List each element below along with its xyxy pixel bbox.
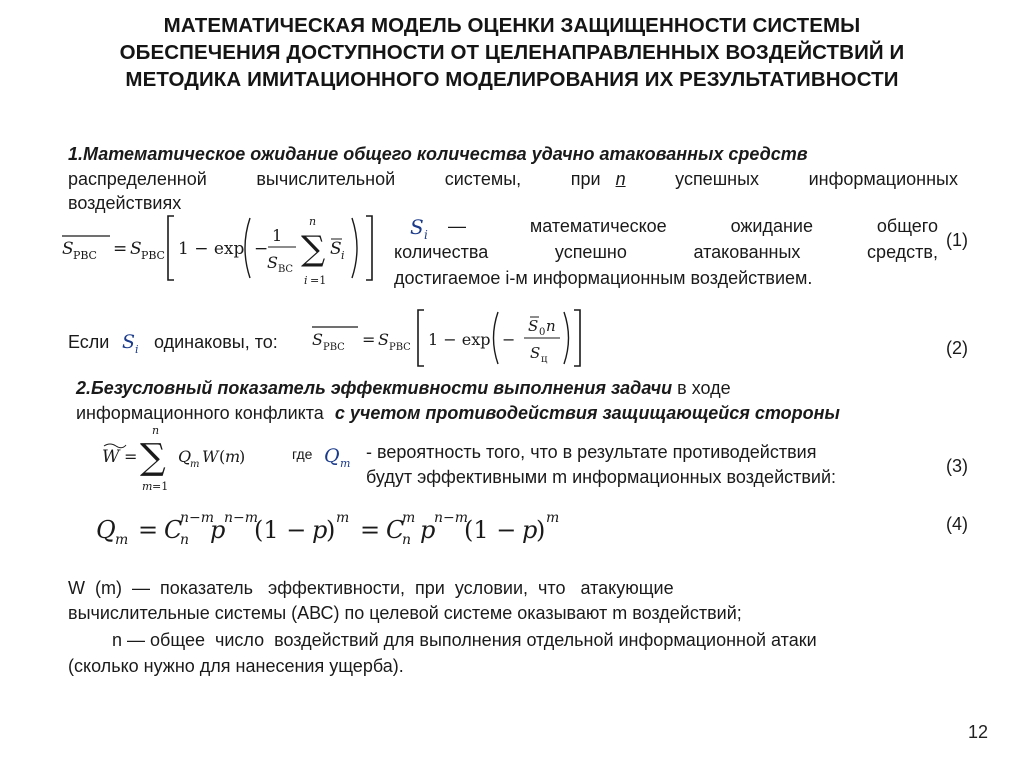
svg-text:S: S bbox=[122, 331, 136, 353]
note-w-line-1: W (m) — показатель эффективности, при условии, что атакующие bbox=[68, 578, 674, 598]
svg-text:РВС: РВС bbox=[141, 249, 165, 262]
svg-text:Q: Q bbox=[178, 447, 192, 466]
svg-text:РВС: РВС bbox=[389, 342, 411, 353]
section1-line2 bbox=[68, 167, 958, 191]
svg-text:1 − exp: 1 − exp bbox=[178, 239, 245, 259]
svg-text:p: p bbox=[312, 516, 328, 544]
svg-text:−: − bbox=[254, 239, 269, 259]
equation-4 bbox=[94, 504, 594, 552]
symbol-s-i bbox=[408, 210, 442, 242]
eq1-number: (1) bbox=[946, 230, 968, 250]
symbol-q-m bbox=[322, 438, 362, 470]
s1-desc-3: достигаемое i-м информационным воздействием. bbox=[394, 268, 813, 288]
svg-text:m: m bbox=[142, 480, 153, 493]
s1-word-c: системы, bbox=[444, 169, 522, 189]
s1-word-d: при bbox=[570, 169, 601, 189]
svg-text:1 − exp: 1 − exp bbox=[428, 330, 491, 349]
same-label: одинаковы, то: bbox=[154, 332, 278, 352]
svg-text:C: C bbox=[386, 516, 405, 544]
svg-text:Q: Q bbox=[96, 516, 116, 544]
note-n-line-2: (сколько нужно для нанесения ущерба). bbox=[68, 656, 404, 676]
note-w-line-2: вычислительные системы (АВС) по целевой системе оказывают m воздействий; bbox=[68, 603, 742, 623]
svg-text:m: m bbox=[225, 447, 241, 466]
svg-text:n: n bbox=[402, 532, 412, 548]
svg-text:Q: Q bbox=[324, 445, 340, 467]
svg-text:=: = bbox=[360, 516, 381, 544]
svg-text:n: n bbox=[180, 532, 190, 548]
title-line-3: МЕТОДИКА ИМИТАЦИОННОГО МОДЕЛИРОВАНИЯ ИХ РЕЗУЛЬТАТИВНОСТИ bbox=[125, 68, 899, 91]
svg-text:РВС: РВС bbox=[323, 342, 345, 353]
svg-text:=: = bbox=[362, 330, 376, 349]
svg-text:−: − bbox=[502, 330, 516, 349]
svg-text:i: i bbox=[135, 343, 139, 356]
svg-text:m: m bbox=[546, 510, 560, 526]
svg-text:p: p bbox=[420, 516, 436, 544]
page-number: 12 bbox=[968, 722, 989, 742]
svg-text:m: m bbox=[190, 459, 200, 470]
svg-text:=1: =1 bbox=[152, 480, 169, 493]
svg-text:=1: =1 bbox=[310, 274, 327, 287]
eq2-number: (2) bbox=[946, 338, 968, 358]
svg-text:S: S bbox=[62, 239, 74, 259]
section2-line2 bbox=[76, 401, 840, 425]
if-label: Если bbox=[68, 332, 110, 352]
section2-heading bbox=[76, 376, 731, 400]
svg-text:S: S bbox=[312, 330, 323, 349]
section2-heading-b: в ходе bbox=[677, 378, 731, 398]
title-line-1: МАТЕМАТИЧЕСКАЯ МОДЕЛЬ ОЦЕНКИ ЗАЩИЩЕННОСТИ СИСТЕМЫ bbox=[163, 14, 861, 37]
s1-desc-1: — математическое ожидание общего bbox=[448, 216, 938, 236]
svg-text:РВС: РВС bbox=[73, 249, 97, 262]
svg-text:n: n bbox=[309, 215, 317, 228]
section2-line2-b: с учетом противодействия защищающейся стороны bbox=[334, 403, 840, 423]
section2-line2-a: информационного конфликта bbox=[76, 403, 324, 423]
section1-heading: 1.Математическое ожидание общего количества удачно атакованных средств bbox=[68, 144, 808, 164]
svg-text:(: ( bbox=[219, 447, 226, 466]
svg-text:i: i bbox=[424, 228, 428, 242]
svg-text:): ) bbox=[536, 516, 546, 544]
svg-text:m: m bbox=[115, 532, 129, 548]
note-n-line-1: n — общее число воздействий для выполнения отдельной информационной атаки bbox=[112, 630, 817, 650]
svg-text:i: i bbox=[341, 249, 345, 262]
svg-text:n−m: n−m bbox=[434, 510, 469, 526]
equation-1 bbox=[60, 210, 390, 288]
svg-text:W: W bbox=[202, 447, 219, 466]
s1-word-a: распределенной bbox=[68, 169, 207, 189]
svg-text:S: S bbox=[410, 215, 424, 239]
eq4-number: (4) bbox=[946, 514, 968, 534]
svg-text:=: = bbox=[113, 239, 128, 259]
svg-text:m: m bbox=[336, 510, 350, 526]
svg-text:m: m bbox=[402, 510, 416, 526]
s1-desc-2: количества успешно атакованных средств, bbox=[394, 242, 938, 262]
equation-2 bbox=[310, 306, 590, 372]
svg-text:S: S bbox=[267, 253, 278, 272]
svg-text:): ) bbox=[239, 447, 246, 466]
svg-text:): ) bbox=[326, 516, 336, 544]
slide-title bbox=[20, 12, 1004, 93]
svg-text:S: S bbox=[528, 317, 539, 335]
svg-text:p: p bbox=[210, 516, 226, 544]
svg-text:=: = bbox=[124, 447, 138, 466]
svg-text:i: i bbox=[304, 274, 308, 287]
svg-text:C: C bbox=[164, 516, 183, 544]
s1-word-f: информационных bbox=[808, 169, 958, 189]
equation-3 bbox=[100, 424, 270, 494]
svg-text:p: p bbox=[522, 516, 538, 544]
svg-text:S: S bbox=[530, 344, 541, 362]
eq3-number: (3) bbox=[946, 456, 968, 476]
s2-desc-1: - вероятность того, что в результате противодействия bbox=[366, 442, 817, 462]
title-line-2: ОБЕСПЕЧЕНИЯ ДОСТУПНОСТИ ОТ ЦЕЛЕНАПРАВЛЕННЫХ ВОЗДЕЙСТВИЙ И bbox=[119, 41, 905, 64]
svg-text:W: W bbox=[102, 447, 120, 467]
s1-word-e: успешных bbox=[675, 169, 760, 189]
s2-desc-2: будут эффективными m информационных воздействий: bbox=[366, 467, 837, 487]
svg-text:=: = bbox=[138, 516, 159, 544]
svg-text:S: S bbox=[130, 239, 142, 259]
svg-text:S: S bbox=[330, 239, 342, 259]
svg-text:(1 −: (1 − bbox=[464, 516, 517, 544]
s1-word-n: n bbox=[615, 169, 626, 189]
svg-text:(1 −: (1 − bbox=[254, 516, 307, 544]
svg-text:n: n bbox=[152, 424, 160, 437]
svg-text:ВС: ВС bbox=[278, 264, 293, 275]
symbol-s-i-2 bbox=[120, 326, 150, 356]
svg-text:n−m: n−m bbox=[224, 510, 259, 526]
s1-word-b: вычислительной bbox=[256, 169, 396, 189]
section2-heading-a: 2.Безусловный показатель эффективности выполнения задачи bbox=[76, 378, 673, 398]
svg-text:ц: ц bbox=[541, 354, 548, 365]
where-label: где bbox=[292, 446, 313, 462]
svg-text:∑: ∑ bbox=[140, 437, 166, 478]
section1-line3: воздействиях bbox=[68, 193, 182, 213]
svg-text:0: 0 bbox=[539, 327, 546, 338]
svg-text:S: S bbox=[378, 330, 389, 349]
svg-text:n: n bbox=[546, 317, 556, 335]
svg-text:∑: ∑ bbox=[301, 229, 326, 269]
svg-text:1: 1 bbox=[272, 226, 283, 245]
svg-text:n−m: n−m bbox=[180, 510, 215, 526]
svg-text:m: m bbox=[340, 457, 351, 470]
